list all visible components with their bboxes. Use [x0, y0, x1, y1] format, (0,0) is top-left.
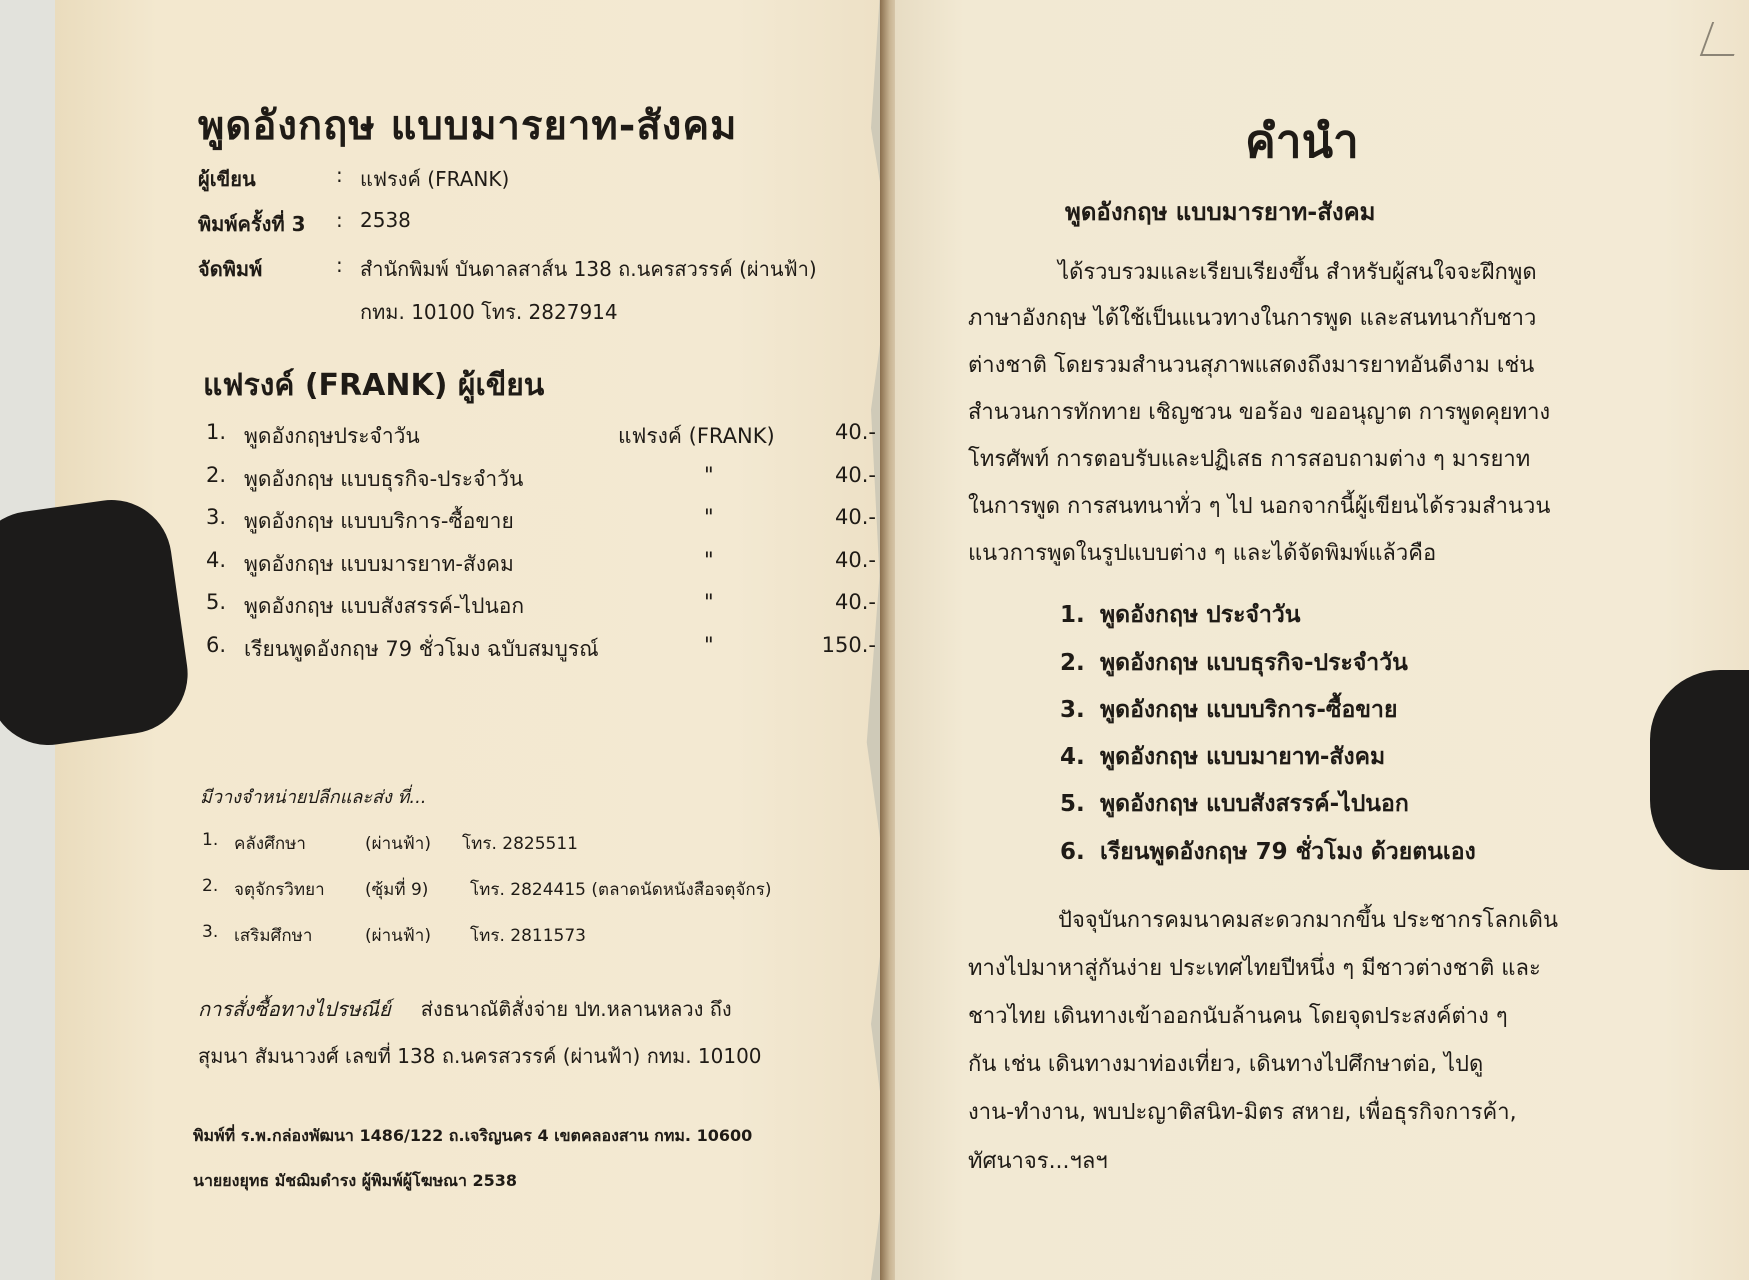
series-item: [1060, 786, 1409, 822]
intro-line: แนวการพูดในรูปแบบต่าง ๆ และได้จัดพิมพ์แล้วคือ: [968, 541, 1437, 566]
shop-phone: โทร. 2824415 (ตลาดนัดหนังสือจตุจักร): [470, 880, 772, 900]
book-price: 40.-: [835, 590, 876, 614]
book-number: 2.: [206, 463, 227, 487]
shop-name: จตุจักรวิทยา: [234, 880, 325, 900]
series-title: พูดอังกฤษ แบบสังสรรค์-ไปนอก: [1100, 791, 1409, 817]
mail-order-text: ส่งธนาณัติสั่งจ่าย ปท.หลานหลวง ถึง: [420, 997, 732, 1021]
mail-order-line-2: สุมนา สัมนาวงศ์ เลขที่ 138 ถ.นครสวรรค์ (ผ่านฟ้า) กทม. 10100: [198, 1044, 762, 1068]
book-number: 3.: [206, 505, 227, 529]
shop-area: (ผ่านฟ้า): [365, 926, 431, 946]
book-price: 150.-: [821, 633, 876, 657]
shop-name: เสริมศึกษา: [234, 926, 313, 946]
info-value: สำนักพิมพ์ บันดาลสาส์น 138 ถ.นครสวรรค์ (ผ่านฟ้า): [360, 257, 817, 281]
series-number: 3.: [1060, 697, 1085, 723]
series-number: 4.: [1060, 744, 1085, 770]
series-item: [1060, 597, 1301, 633]
info-colon: :: [336, 163, 343, 187]
intro-line: ต่างชาติ โดยรวมสำนวนสุภาพแสดงถึงมารยาทอันดีงาม เช่น: [968, 353, 1535, 378]
book-author: ": [704, 633, 714, 657]
series-title: พูดอังกฤษ แบบมายาท-สังคม: [1100, 744, 1386, 770]
series-title: พูดอังกฤษ แบบบริการ-ซื้อขาย: [1100, 697, 1398, 723]
book-number: 4.: [206, 548, 227, 572]
intro-line: สำนวนการทักทาย เชิญชวน ขอร้อง ขออนุญาต การพูดคุยทาง: [968, 400, 1551, 425]
series-title: เรียนพูดอังกฤษ 79 ชั่วโมง ด้วยตนเอง: [1100, 839, 1476, 865]
book-list-item: [206, 420, 876, 450]
intro-line: ได้รวบรวมและเรียบเรียงขึ้น สำหรับผู้สนใจจะฝึกพูด: [1058, 260, 1537, 285]
mail-order-line-1: [198, 993, 732, 1025]
book-price: 40.-: [835, 505, 876, 529]
book-list-item: [206, 505, 876, 535]
info-label: พิมพ์ครั้งที่ 3: [198, 212, 306, 236]
shop-number: 2.: [202, 876, 219, 896]
book-list-item: [206, 590, 876, 620]
series-title: พูดอังกฤษ แบบธุรกิจ-ประจำวัน: [1100, 650, 1408, 676]
book-author: ": [704, 590, 714, 614]
shop-phone: โทร. 2825511: [462, 834, 578, 854]
book-author: ": [704, 505, 714, 529]
series-item: [1060, 739, 1385, 775]
info-value: แฟรงค์ (FRANK): [360, 167, 510, 191]
book-number: 5.: [206, 590, 227, 614]
books-heading: แฟรงค์ (FRANK) ผู้เขียน: [203, 368, 545, 403]
closing-line: ปัจจุบันการคมนาคมสะดวกมากขึ้น ประชากรโลกเดิน: [1058, 908, 1559, 933]
info-value: กทม. 10100 โทร. 2827914: [360, 300, 618, 324]
closing-line: ชาวไทย เดินทางเข้าออกนับล้านคน โดยจุดประสงค์ต่าง ๆ: [968, 1004, 1508, 1029]
info-colon: :: [336, 253, 343, 277]
book-title-text: พูดอังกฤษ แบบสังสรรค์-ไปนอก: [244, 594, 525, 618]
info-colon: :: [336, 208, 343, 232]
book-list-item: [206, 548, 876, 578]
right-thumb: [1650, 670, 1749, 870]
info-label: ผู้เขียน: [198, 167, 256, 191]
book-title-text: พูดอังกฤษ แบบบริการ-ซื้อขาย: [244, 509, 514, 533]
series-number: 6.: [1060, 839, 1085, 865]
book-title-text: พูดอังกฤษ แบบมารยาท-สังคม: [244, 552, 514, 576]
printer-line-1: พิมพ์ที่ ร.พ.กล่องพัฒนา 1486/122 ถ.เจริญนคร 4 เขตคลองสาน กทม. 10600: [193, 1126, 753, 1145]
book-price: 40.-: [835, 463, 876, 487]
book-title-text: เรียนพูดอังกฤษ 79 ชั่วโมง ฉบับสมบูรณ์: [244, 637, 599, 661]
book-list-item: [206, 633, 876, 663]
book-number: 1.: [206, 420, 227, 444]
shops-heading: มีวางจำหน่ายปลีกและส่ง ที่...: [200, 787, 427, 808]
series-item: [1060, 834, 1476, 870]
intro-line: ภาษาอังกฤษ ได้ใช้เป็นแนวทางในการพูด และสนทนากับชาว: [968, 306, 1537, 331]
series-item: [1060, 692, 1397, 728]
shop-number: 3.: [202, 922, 219, 942]
closing-line: ทางไปมาหาสู่กันง่าย ประเทศไทยปีหนึ่ง ๆ มีชาวต่างชาติ และ: [968, 956, 1541, 981]
closing-line: กัน เช่น เดินทางมาท่องเที่ยว, เดินทางไปศึกษาต่อ, ไปดู: [968, 1052, 1484, 1077]
book-title-text: พูดอังกฤษ แบบธุรกิจ-ประจำวัน: [244, 467, 524, 491]
shop-phone: โทร. 2811573: [470, 926, 586, 946]
book-price: 40.-: [835, 548, 876, 572]
intro-line: ในการพูด การสนทนาทั่ว ๆ ไป นอกจากนี้ผู้เขียนได้รวมสำนวน: [968, 494, 1551, 519]
book-list-item: [206, 463, 876, 493]
closing-line: งาน-ทำงาน, พบปะญาติสนิท-มิตร สหาย, เพื่อธุรกิจการค้า,: [968, 1100, 1517, 1125]
book-author: แฟรงค์ (FRANK): [618, 424, 775, 448]
book-title: พูดอังกฤษ แบบมารยาท-สังคม: [198, 103, 738, 149]
closing-line: ทัศนาจร...ฯลฯ: [968, 1149, 1108, 1174]
shop-number: 1.: [202, 830, 219, 850]
book-price: 40.-: [835, 420, 876, 444]
book-author: ": [704, 548, 714, 572]
series-number: 2.: [1060, 650, 1085, 676]
book-number: 6.: [206, 633, 227, 657]
shop-name: คลังศึกษา: [234, 834, 306, 854]
intro-line: โทรศัพท์ การตอบรับและปฏิเสธ การสอบถามต่าง ๆ มารยาท: [968, 447, 1531, 472]
series-title: พูดอังกฤษ ประจำวัน: [1100, 602, 1301, 628]
mail-order-label: การสั่งซื้อทางไปรษณีย์: [198, 997, 391, 1021]
series-number: 1.: [1060, 602, 1085, 628]
preface-title: คำนำ: [1245, 114, 1359, 168]
info-label: จัดพิมพ์: [198, 257, 263, 281]
series-item: [1060, 645, 1408, 681]
shop-area: (ซุ้มที่ 9): [365, 880, 429, 900]
preface-subtitle: พูดอังกฤษ แบบมารยาท-สังคม: [1065, 198, 1376, 226]
printer-line-2: นายยงยุทธ มัชฌิมดำรง ผู้พิมพ์ผู้โฆษณา 2538: [193, 1171, 518, 1190]
series-number: 5.: [1060, 791, 1085, 817]
book-title-text: พูดอังกฤษประจำวัน: [244, 424, 420, 448]
info-value: 2538: [360, 208, 411, 232]
book-author: ": [704, 463, 714, 487]
shop-area: (ผ่านฟ้า): [365, 834, 431, 854]
